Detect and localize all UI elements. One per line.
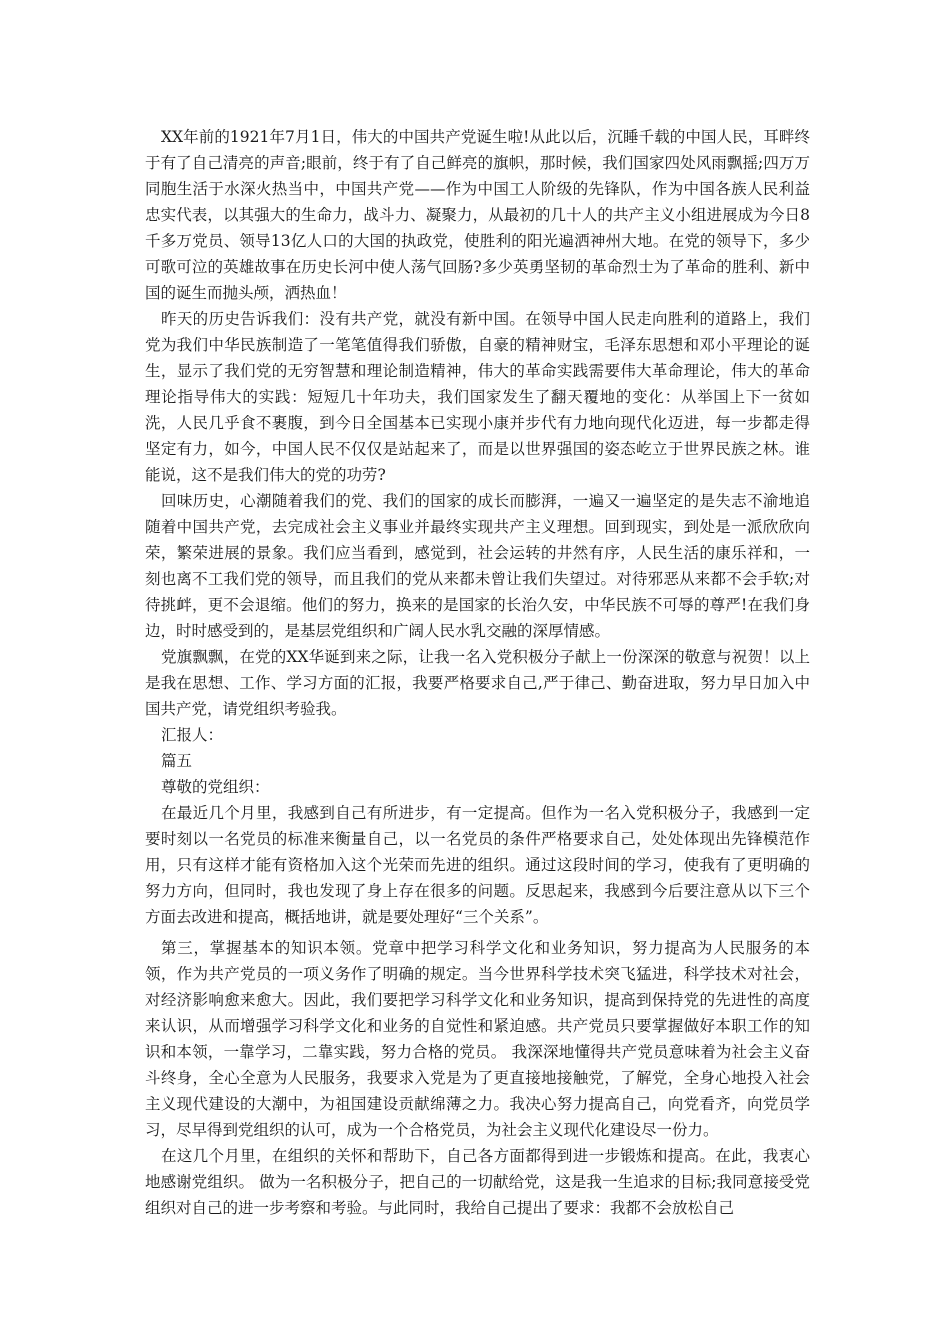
paragraph-reflection: 回味历史，心潮随着我们的党、我们的国家的成长而膨湃，一遍又一遍坚定的是失志不渝地追随着中国共产党，去完成社会主义事业并最终实现共产主义理想。回到现实，到处是一派欣欣向荣，繁荣进展的景象。我们应当看到，感觉到，社会运转的井然有序，人民生活的康乐祥和，一刻也离不工我们党的领导，而且我们的党从来都未曾让我们失望过。对待邪恶从来都不会手软;对待挑衅，更不会退缩。他们的努力，换来的是国家的长治久安，中华民族不可辱的尊严!在我们身边，时时感受到的，是基层党组织和广阔人民水乳交融的深厚情感。 [145,492,810,640]
text-block-upper [145,124,810,930]
section-heading: 篇五 [161,752,193,770]
text-block-lower [145,935,810,1221]
paragraph-recent-progress: 在最近几个月里，我感到自己有所进步，有一定提高。但作为一名入党积极分子，我感到一定要时刻以一名党员的标准来衡量自己，以一名党员的条件严格要求自己，处处体现出先锋模范作用，只有这样才能有资格加入这个光荣而先进的组织。通过这段时间的学习，使我有了更明确的努力方向，但同时，我也发现了身上存在很多的问题。反思起来，我感到今后要注意从以下三个方面去改进和提高，概括地讲，就是要处理好“三个关系”。 [145,804,810,926]
paragraph-party-founding: XX年前的1921年7月1日，伟大的中国共产党诞生啦!从此以后，沉睡千载的中国人民，耳畔终于有了自己清亮的声音;眼前，终于有了自己鲜亮的旗帜，那时候，我们国家四处风雨飘摇;四万万同胞生活于水深火热当中，中国共产党——作为中国工人阶级的先锋队，作为中国各族人民利益忠实代表，以其强大的生命力，战斗力、凝聚力，从最初的几十人的共产主义小组进展成为今日8千多万党员、领导13亿人口的大国的执政党，使胜利的阳光遍洒神州大地。在党的领导下，多少可歌可泣的英雄故事在历史长河中使人荡气回肠?多少英勇坚韧的革命烈士为了革命的胜利、新中国的诞生而抛头颅，洒热血！ [145,128,810,302]
reporter-line: 汇报人： [161,726,224,744]
paragraph-knowledge-skills: 第三，掌握基本的知识本领。党章中把学习科学文化和业务知识，努力提高为人民服务的本领，作为共产党员的一项义务作了明确的规定。当今世界科学技术突飞猛进，科学技术对社会，对经济影响愈来愈大。因此，我们要把学习科学文化和业务知识，提高到保持党的先进性的高度来认识，从而增强学习科学文化和业务的自觉性和紧迫感。共产党员只要掌握做好本职工作的知识和本领，一靠学习，二靠实践，努力合格的党员。 我深深地懂得共产党员意味着为社会主义奋斗终身，全心全意为人民服务，我要求入党是为了更直接地接触党，了解党，全身心地投入社会主义现代建设的大潮中，为祖国建设贡献绵薄之力。我决心努力提高自己，向党看齐，向党员学习，尽早得到党组织的认可，成为一个合格党员，为社会主义现代化建设尽一份力。 [145,939,810,1139]
paragraph-gratitude: 在这几个月里，在组织的关怀和帮助下，自己各方面都得到进一步锻炼和提高。在此，我衷心地感谢党组织。 做为一名积极分子，把自己的一切献给党，这是我一生追求的目标;我同意接受党组织对自己的进一步考察和考验。与此同时，我给自己提出了要求：我都不会放松自己 [145,1147,810,1217]
paragraph-history-lesson: 昨天的历史告诉我们：没有共产党，就没有新中国。在领导中国人民走向胜利的道路上，我们党为我们中华民族制造了一笔笔值得我们骄傲，自豪的精神财宝，毛泽东思想和邓小平理论的诞生，显示了我们党的无穷智慧和理论制造精神，伟大的革命实践需要伟大革命理论，伟大的革命理论指导伟大的实践：短短几十年功夫，我们国家发生了翻天覆地的变化：从举国上下一贫如洗，人民几乎食不裹腹，到今日全国基本已实现小康并步代有力地向现代化迈进，每一步都走得坚定有力，如今，中国人民不仅仅是站起来了，而是以世界强国的姿态屹立于世界民族之林。谁能说，这不是我们伟大的党的功劳? [145,310,810,484]
paragraph-congratulation: 党旗飘飘，在党的XX华诞到来之际，让我一名入党积极分子献上一份深深的敬意与祝贺！以上是我在思想、工作、学习方面的汇报，我要严格要求自己,严于律己、勤奋进取，努力早日加入中国共产党，请党组织考验我。 [145,648,810,718]
salutation: 尊敬的党组织： [161,778,270,796]
